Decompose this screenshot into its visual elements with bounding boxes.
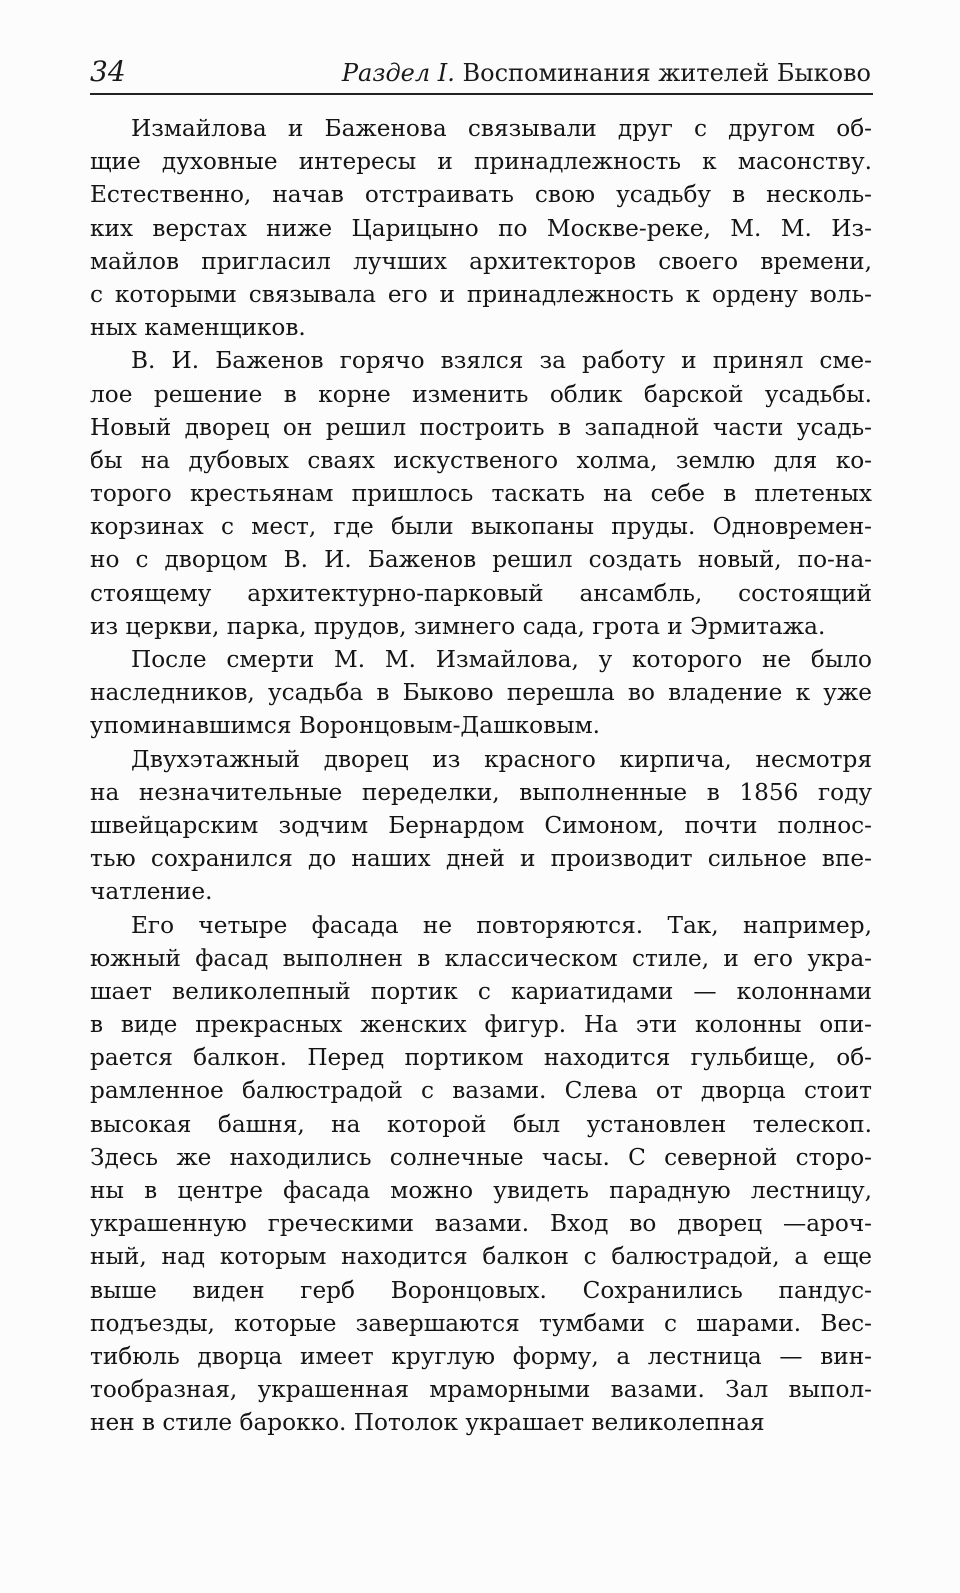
text-line: нен в стиле барокко. Потолок украшает великолепная [90, 1409, 765, 1437]
section-label: Раздел I. [341, 59, 455, 87]
text-line: Здесь же находились солнечные часы. С северной сторо- [90, 1143, 872, 1171]
text-line: тью сохранился до наших дней и производит сильное впе- [90, 845, 872, 873]
text-line: лое решение в корне изменить облик барской усадьбы. [90, 380, 872, 408]
text-line: из церкви, парка, прудов, зимнего сада, грота и Эрмитажа. [90, 612, 826, 640]
text-line: ный, над которым находится балкон с балюстрадой, а еще [90, 1243, 872, 1271]
text-line: тибюль дворца имеет круглую форму, а лестница — вин- [90, 1342, 872, 1370]
text-line: рается балкон. Перед портиком находится гульбище, об- [90, 1044, 872, 1072]
running-title [342, 57, 871, 89]
text-line: упоминавшимся Воронцовым-Дашковым. [90, 712, 601, 740]
text-line: украшенную греческими вазами. Вход во дворец —ароч- [90, 1210, 872, 1238]
text-line: в виде прекрасных женских фигур. На эти колонны опи- [90, 1011, 872, 1039]
text-line: ных каменщиков. [90, 314, 306, 342]
text-line: рамленное балюстрадой с вазами. Слева от дворца стоит [90, 1077, 872, 1105]
text-line: щие духовные интересы и принадлежность к масонству. [90, 148, 872, 176]
text-line: стоящему архитектурно-парковый ансамбль, состоящий [90, 579, 872, 607]
text-line: чатление. [90, 878, 213, 906]
text-line: Его четыре фасада не повторяются. Так, например, [131, 911, 872, 939]
text-line: на незначительные переделки, выполненные в 1856 году [90, 778, 872, 806]
text-line: Естественно, начав отстраивать свою усадьбу в несколь- [90, 181, 872, 209]
text-line: Новый дворец он решил построить в западной части усадь- [90, 413, 872, 441]
text-line: ких верстах ниже Царицыно по Москве-реке, М. М. Из- [90, 214, 872, 242]
text-line: ны в центре фасада можно увидеть парадную лестницу, [90, 1177, 872, 1204]
text-line: Измайлова и Баженова связывали друг с другом об- [131, 115, 872, 142]
text-line: торого крестьянам пришлось таскать на себе в плетеных [90, 480, 872, 508]
running-header [90, 53, 873, 95]
text-line: с которыми связывала его и принадлежность к ордену воль- [90, 280, 872, 308]
text-line: высокая башня, на которой был установлен телескоп. [90, 1110, 872, 1138]
text-line: После смерти М. М. Измайлова, у которого не было [131, 646, 872, 673]
text-line: В. И. Баженов горячо взялся за работу и принял сме- [131, 347, 872, 375]
chapter-title: Воспоминания жителей Быково [462, 59, 871, 87]
text-line: наследников, усадьба в Быково перешла во владение к уже [90, 679, 872, 707]
paragraph [90, 643, 872, 743]
text-line: майлов пригласил лучших архитекторов своего времени, [90, 247, 872, 275]
text-line: но с дворцом В. И. Баженов решил создать новый, по-на- [90, 546, 872, 574]
paragraph [90, 344, 872, 643]
text-line: Двухэтажный дворец из красного кирпича, несмотря [131, 745, 872, 773]
text-line: тообразная, украшенная мраморными вазами. Зал выпол- [90, 1376, 872, 1404]
text-line: южный фасад выполнен в классическом стиле, и его укра- [90, 944, 872, 972]
paragraph [90, 909, 872, 1440]
text-line: подъезды, которые завершаются тумбами с шарами. Вес- [90, 1309, 872, 1337]
page-number: 34 [90, 55, 126, 88]
text-line: выше виден герб Воронцовых. Сохранились пандус- [90, 1276, 872, 1304]
text-line: швейцарским зодчим Бернардом Симоном, почти полнос- [90, 811, 872, 839]
text-line: корзинах с мест, где были выкопаны пруды. Одновремен- [90, 513, 872, 541]
paragraph [90, 112, 872, 344]
paragraph [90, 743, 872, 909]
text-line: бы на дубовых сваях искуственого холма, землю для ко- [90, 446, 872, 474]
body-text [90, 112, 872, 1440]
text-line: шает великолепный портик с кариатидами — колоннами [90, 977, 872, 1005]
